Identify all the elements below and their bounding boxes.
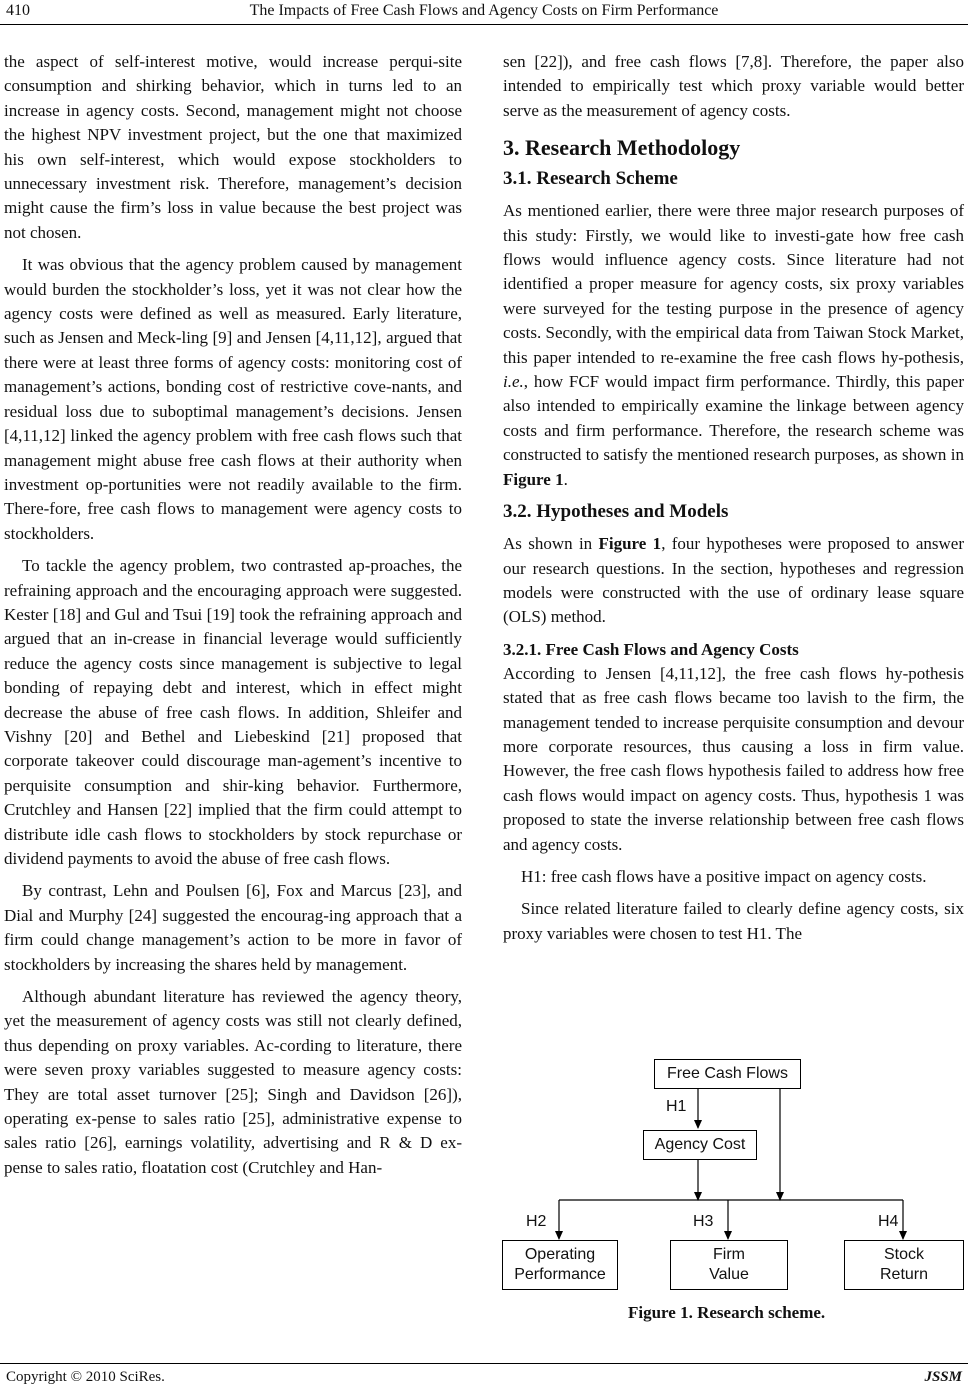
- subsection-heading: 3.1. Research Scheme: [503, 168, 678, 190]
- paragraph: [503, 199, 964, 492]
- research-scheme-figure: [500, 1050, 968, 1330]
- text-run: , how FCF would impact firm performance. Thirdly, this paper also intended to empirically examine the linkage between agency costs and firm performance. Therefore, the research scheme was constructed to satisfy the mentioned research purposes, as shown in: [503, 372, 964, 465]
- paragraph: By contrast, Lehn and Poulsen [6], Fox and Marcus [23], and Dial and Murphy [24] suggested the encourag-ing approach that a firm could change management’s action to be more in favor of stockholders by increasing the shares held by management.: [4, 881, 462, 974]
- paragraph: [503, 532, 964, 630]
- node-label: Agency Cost: [654, 1136, 746, 1153]
- node-label: Return: [879, 1266, 929, 1283]
- node-stock-return: [844, 1240, 964, 1290]
- subsubsection-heading: 3.2.1. Free Cash Flows and Agency Costs: [503, 639, 799, 659]
- node-agency-cost: [643, 1130, 757, 1160]
- figure-reference: Figure 1: [503, 469, 564, 489]
- text-run: .: [563, 469, 568, 489]
- node-label: Firm: [713, 1246, 745, 1263]
- node-label: Operating: [524, 1246, 596, 1263]
- page-footer: [0, 1363, 968, 1387]
- node-label: Performance: [514, 1266, 606, 1283]
- paragraph: It was obvious that the agency problem caused by management would burden the stockholder’s loss, yet it was not clear how the agency costs were defined as well as measured. Early literature, such as Jensen and Meck-ling [9] and Jensen [4,11,12], argued that there were at least three forms of agency costs: monitoring cost of management’s actions, bonding cost of restrictive cove-nants, and residual loss due to suboptimal management’s decisions. Jensen [4,11,12] linked the agency problem with free cash flows such that management might abuse free cash flows at their authority when investment op-portunities were not readily available to the firm. There-fore, free cash flows to management were agency costs to stockholders.: [4, 255, 462, 543]
- text-run: As mentioned earlier, there were three major research purposes of this study: Firstly, we would like to investi-gate how free cash flows would influence agency costs. Since literature had not identified a proper measure for agency costs, six proxy variables were surveyed for the testing purpose in the presence of agency costs. Secondly, with the empirical data from Taiwan Stock Market, this paper intended to re-examine the free cash flows hy-pothesis,: [503, 201, 965, 367]
- hypothesis-statement: H1: free cash flows have a positive impact on agency costs.: [521, 866, 927, 886]
- right-column: [503, 50, 964, 954]
- node-free-cash-flows: [654, 1059, 801, 1089]
- paragraph: Although abundant literature has reviewed the agency theory, yet the measurement of agency costs was still not clearly defined, thus depending on proxy variables. Ac-cording to literature, there were seven proxy variables suggested to measure agency costs: They are total asset turnover [25]; Singh and Davidson [26]), operating ex-pense to sales ratio [25], administrative expense to sales ratio [26], earnings volatility, advertising and R & D ex-pense to sales ratio, floatation cost (Crutchley and Han-: [4, 987, 462, 1177]
- label-h1: H1: [666, 1098, 687, 1115]
- text-run: , four hypotheses were proposed to answer our research questions. In the section, hypotheses and regression models were constructed with the use of ordinary lease square (OLS) method.: [503, 534, 964, 627]
- paragraph: the aspect of self-interest motive, would increase perqui-site consumption and shirking behavior, which in turns led to an increase in agency costs. Second, management might not choose the highest NPV investment project, but the one that maximized his own self-interest, which would expose stockholders to unnecessary investment risk. Therefore, management’s decision might cause the firm’s loss in value because the best project was not chosen.: [4, 52, 462, 242]
- label-h2: H2: [526, 1213, 547, 1230]
- section-heading: 3. Research Methodology: [503, 135, 741, 161]
- figure-caption: Figure 1. Research scheme.: [628, 1303, 826, 1322]
- subsection-heading: 3.2. Hypotheses and Models: [503, 501, 729, 523]
- text-run: As shown in: [503, 534, 599, 554]
- journal-name: JSSM: [924, 1369, 962, 1385]
- left-column: [4, 50, 462, 1188]
- node-firm-value: [670, 1240, 788, 1290]
- label-h3: H3: [693, 1213, 714, 1230]
- running-head: The Impacts of Free Cash Flows and Agency Costs on Firm Performance: [249, 2, 719, 19]
- figure-reference: Figure 1: [598, 534, 662, 554]
- node-label: Stock: [883, 1246, 924, 1263]
- node-label: Free Cash Flows: [667, 1065, 788, 1082]
- paragraph: To tackle the agency problem, two contrasted ap-proaches, the refraining approach and the encouraging approach were suggested. Kester [18] and Gul and Tsui [19] took the refraining approach and argued that an in-crease in financial leverage would sufficiently reduce the agency costs since management is subjective to legal bonding of repaying debt and interest, which in effect might decrease the abuse of free cash flows. In addition, Shleifer and Vishny [20] and Bethel and Liebeskind [21] proposed that corporate takeover could discourage man-agement’s incentive to perquisite consumption and shir-king behavior. Furthermore, Crutchley and Hansen [22] implied that the firm could attempt to distribute idle cash flows to stockholders by stock repurchase or dividend payments to avoid the abuse of free cash flows.: [4, 556, 462, 868]
- text-run-italic: i.e.: [503, 372, 524, 392]
- label-h4: H4: [878, 1213, 899, 1230]
- node-operating-performance: [502, 1240, 618, 1290]
- node-label: Value: [709, 1266, 749, 1283]
- paragraph: Since related literature failed to clearly define agency costs, six proxy variables were chosen to test H1. The: [503, 899, 964, 943]
- paragraph: sen [22]), and free cash flows [7,8]. Therefore, the paper also intended to empirically test which proxy variable would better serve as the measurement of agency costs.: [503, 52, 964, 120]
- copyright: Copyright © 2010 SciRes.: [6, 1369, 165, 1385]
- paragraph: According to Jensen [4,11,12], the free cash flows hy-pothesis stated that as free cash flows became too lavish to the firm, the management tended to increase perquisite consumption and devour more corporate resources, thus causing a loss in firm value. However, the free cash flows hypothesis failed to address how free cash flows would impact on agency costs. Thus, hypothesis 1 was proposed to state the inverse relationship between free cash flows and agency costs.: [503, 663, 964, 854]
- page-number: 410: [6, 2, 30, 19]
- page-header: [0, 0, 968, 25]
